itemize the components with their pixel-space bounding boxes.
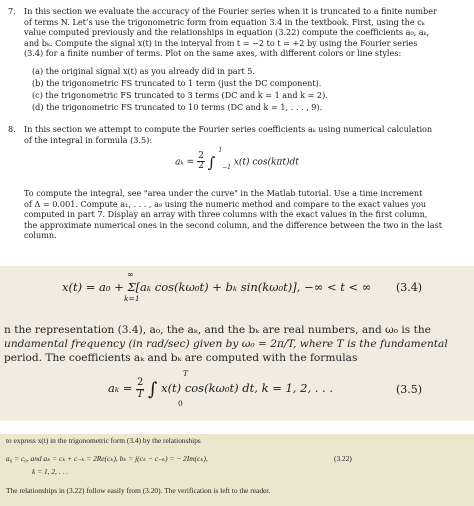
integral-sign: ∫ xyxy=(148,379,158,400)
book1-line-1: n the representation (3.4), a₀, the aₖ, and the bₖ are real numbers, and ω₀ is the xyxy=(4,324,431,336)
integral-upper: 1 xyxy=(218,147,223,154)
q7-item-b: (b) the trigonometric FS truncated to 1 term (just the DC component). xyxy=(32,78,322,88)
eq-fraction: $\frac{2}{2}$ xyxy=(198,151,204,172)
q7-line-5: (3.4) for a finite number of terms. Plot on the same axes, with different colors or line styles: xyxy=(24,48,402,59)
q8-line-1: In this section we attempt to compute the Fourier series coefficients aₖ using numerical calculation xyxy=(24,124,433,134)
eq35-lower-limit: 0 xyxy=(178,399,183,408)
q8-after-1: To compute the integral, see "area under the curve" in the Matlab tutorial. Use a time increment xyxy=(24,188,423,198)
eq-lhs: aₖ = xyxy=(175,157,195,168)
integral-lower: −1 xyxy=(222,164,231,172)
q7-item-c: (c) the trigonometric FS truncated to 3 terms (DC and k = 1 and k = 2). xyxy=(32,90,328,100)
sum-upper-limit: ∞ xyxy=(127,270,134,279)
q7-line-2: of terms N. Let’s use the trigonometric form from equation 3.4 in the textbook. First, using the cₖ xyxy=(24,16,425,27)
q7-item-a: (a) the original signal x(t) as you already did in part 5. xyxy=(32,66,255,76)
question-7-number: 7. xyxy=(8,6,16,16)
book2-line-1: to express x(t) in the trigonometric form (3.4) by the relationships xyxy=(6,436,201,445)
eq35-upper-limit: T xyxy=(183,369,189,378)
equation-3-4-tag: (3.4) xyxy=(396,281,423,294)
q8-after-3: computed in part 7. Display an array with three columns with the exact values in the first column, xyxy=(24,209,428,220)
q7-line-1: In this section we evaluate the accuracy of the Fourier series when it is truncated to a finite number xyxy=(24,6,437,16)
integral-sign: ∫ xyxy=(207,153,216,172)
q8-after-4: the approximate numerical ones in the second column, and the difference between the two in the last xyxy=(24,219,442,230)
textbook-excerpt-3-22 xyxy=(0,434,474,506)
equation-3-4: x(t) = a₀ + Σ[aₖ cos(kω₀t) + bₖ sin(kω₀t)], −∞ < t < ∞ xyxy=(62,280,372,294)
q8-after-5: column. xyxy=(24,230,57,241)
q8-line-2: of the integral in formula (3.5): xyxy=(24,134,153,145)
equation-3-5-tag: (3.5) xyxy=(396,383,423,396)
book1-line-3: period. The coefficients aₖ and bₖ are computed with the formulas xyxy=(4,352,358,364)
equation-3-22-cont: k = 1, 2, . . . xyxy=(32,467,68,476)
q8-after-2: of Δ = 0.001. Compute a₁, . . . , a₉ using the numeric method and compare to the exact values you xyxy=(24,198,427,209)
question-8-number: 8. xyxy=(8,124,16,134)
book2-line-2: The relationships in (3.22) follow easily from (3.20). The verification is left to the reader. xyxy=(6,486,271,495)
eq35-fraction: $\frac{2}{T}$ xyxy=(136,377,144,400)
equation-3-22: a₀ = c₀, and aₖ = cₖ + c₋ₖ = 2Re(cₖ), bₖ = j(cₖ − c₋ₖ) = − 2Im(cₖ), xyxy=(6,454,208,463)
sum-lower-limit: k=1 xyxy=(124,294,140,303)
eq-integrand: x(t) cos(kπt)dt xyxy=(233,157,299,168)
q7-line-3: value computed previously and the relationships in equation (3.22) compute the coefficients a₀, aₖ, xyxy=(24,27,430,38)
textbook-excerpt-3-4 xyxy=(0,266,474,421)
equation-3-22-tag: (3.22) xyxy=(334,454,352,463)
equation-3-5: aₖ = $\frac{2}{T}$ ∫ x(t) cos(kω₀t) dt, k = 1, 2, . . . xyxy=(108,377,334,400)
q7-line-4: and bₖ. Compute the signal x(t) in the interval from t = −2 to t = +2 by using the Fourier series xyxy=(24,37,418,48)
q7-item-d: (d) the trigonometric FS truncated to 10 terms (DC and k = 1, . . . , 9). xyxy=(32,102,323,112)
equation-3-5-numeric xyxy=(0,147,474,172)
book1-line-2: undamental frequency (in rad/sec) given by ω₀ = 2π/T, where T is the fundamental xyxy=(4,338,448,350)
